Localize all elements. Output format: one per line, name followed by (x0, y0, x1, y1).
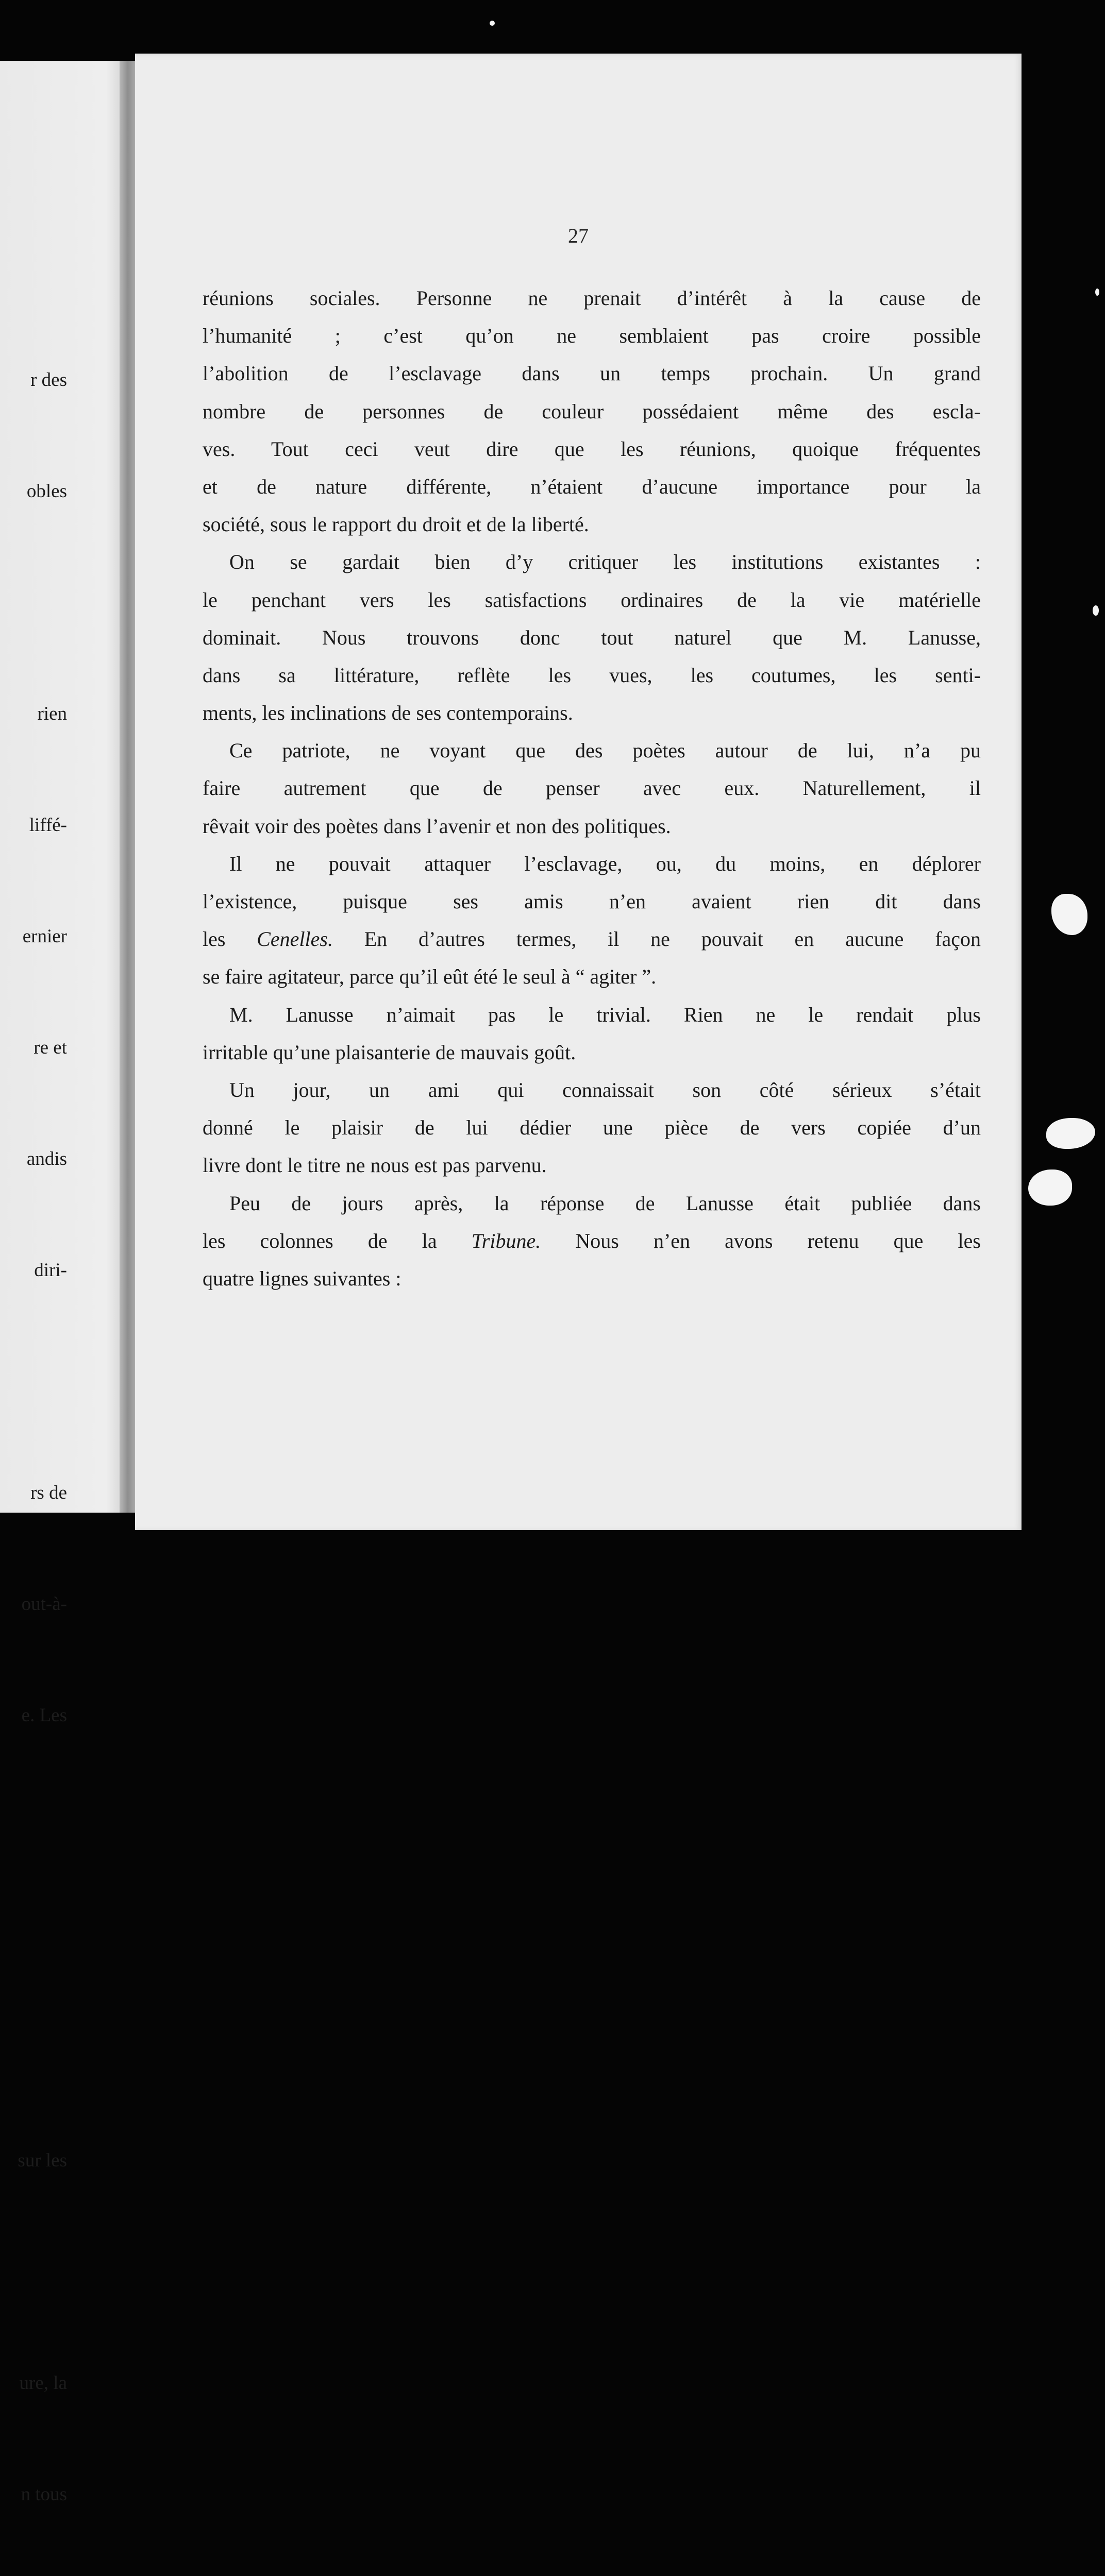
text-line: donné le plaisir de lui dédier une pièce de vers copiée d’un (203, 1116, 981, 1140)
paragraph (203, 1184, 981, 1298)
text-line (203, 920, 981, 958)
text-line: l’humanité ; c’est qu’on ne semblaient pas croire possible (203, 324, 981, 348)
text-segment: les colonnes de la (203, 1229, 472, 1252)
text-line: ves. Tout ceci veut dire que les réunions, quoique fréquentes (203, 437, 981, 461)
text-segment: les (203, 927, 257, 951)
italic-title: Cenelles. (257, 927, 333, 951)
left-line: liffé- (29, 815, 67, 836)
text-line: et de nature différente, n’étaient d’aucune importance pour la (203, 474, 981, 498)
text-line: Un jour, un ami qui connaissait son côté sérieux s’était (229, 1078, 981, 1101)
paragraph (203, 1071, 981, 1184)
left-page-fragment (0, 61, 133, 2505)
left-line: out-à- (21, 1594, 67, 1615)
left-line: obles (26, 481, 67, 502)
text-line: Il ne pouvait attaquer l’esclavage, ou, du moins, en déplorer (229, 852, 981, 875)
text-line: quatre lignes suivantes : (203, 1266, 401, 1290)
text-line: société, sous le rapport du droit et de la liberté. (203, 513, 589, 536)
text-line: Peu de jours après, la réponse de Lanusse était publiée dans (229, 1191, 981, 1215)
left-line: r des (30, 369, 67, 391)
left-page-text (14, 287, 67, 2576)
left-line: re et (34, 1037, 67, 1058)
left-line: andis (26, 1148, 67, 1170)
scan-speck (1051, 894, 1087, 935)
left-line: sur les (18, 2150, 67, 2171)
text-line (203, 1222, 981, 1260)
text-line: le penchant vers les satisfactions ordinaires de la vie matérielle (203, 588, 981, 612)
left-line (14, 1920, 67, 1957)
scan-speck (1093, 605, 1099, 616)
scan-speck (1028, 1170, 1072, 1206)
text-line: dans sa littérature, reflète les vues, les coutumes, les senti- (203, 663, 981, 687)
text-line: rêvait voir des poètes dans l’avenir et non des politiques. (203, 814, 671, 838)
left-line: ure, la (19, 2372, 67, 2394)
paragraph (203, 996, 981, 1071)
text-line: livre dont le titre ne nous est pas parvenu. (203, 1154, 547, 1177)
text-line: ments, les inclinations de ses contemporains. (203, 701, 573, 725)
text-line: se faire agitateur, parce qu’il eût été le seul à “ agiter ”. (203, 965, 657, 989)
text-line: faire autrement que de penser avec eux. Naturellement, il (203, 776, 981, 800)
italic-title: Tribune. (471, 1229, 541, 1252)
text-line: On se gardait bien d’y critiquer les institutions existantes : (229, 550, 981, 574)
paragraph (203, 543, 981, 732)
text-line: irritable qu’une plaisanterie de mauvais goût. (203, 1040, 576, 1064)
text-segment: Nous n’en avons retenu que les (541, 1229, 981, 1252)
left-line: rs de (30, 1482, 67, 1503)
left-line (14, 2253, 67, 2291)
left-line (14, 1808, 67, 1845)
scan-speck (490, 21, 495, 26)
left-line: rien (37, 703, 67, 724)
left-line: diri- (34, 1260, 67, 1281)
left-line (14, 584, 67, 621)
page-number: 27 (568, 224, 589, 247)
text-line: Ce patriote, ne voyant que des poètes autour de lui, n’a pu (229, 739, 981, 762)
text-line: réunions sociales. Personne ne prenait d’intérêt à la cause de (203, 286, 981, 310)
left-line: e. Les (21, 1705, 67, 1726)
text-segment: En d’autres termes, il ne pouvait en aucune façon (332, 927, 981, 951)
book-page (135, 54, 1022, 1530)
scan-speck (1046, 1118, 1095, 1149)
paragraph (203, 732, 981, 845)
body-text (203, 279, 981, 1297)
left-line: n tous (21, 2484, 67, 2505)
left-line: ernier (22, 926, 67, 947)
paragraph (203, 279, 981, 543)
text-line: nombre de personnes de couleur possédaient même des escla- (203, 399, 981, 423)
left-line (14, 1363, 67, 1400)
left-line (14, 2031, 67, 2068)
scan-speck (1095, 289, 1099, 296)
text-line: dominait. Nous trouvons donc tout naturel que M. Lanusse, (203, 625, 981, 649)
text-line: l’abolition de l’esclavage dans un temps prochain. Un grand (203, 362, 981, 385)
text-line: l’existence, puisque ses amis n’en avaient rien dit dans (203, 890, 981, 913)
text-line: M. Lanusse n’aimait pas le trivial. Rien ne le rendait plus (229, 1003, 981, 1026)
paragraph (203, 845, 981, 996)
